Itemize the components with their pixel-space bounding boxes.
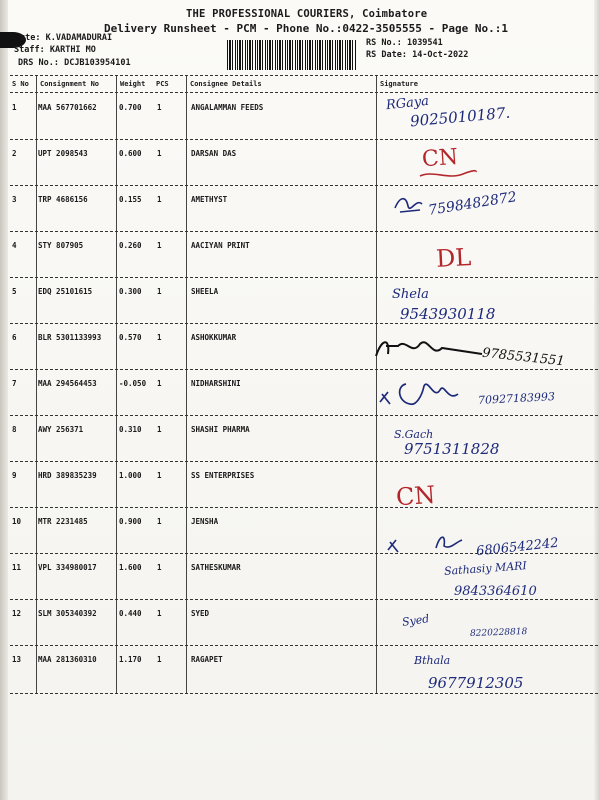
signature-row-8: S.Gach — [394, 428, 434, 441]
delivery-mark-row-2: CN — [421, 144, 459, 173]
rs-no-value: 1039541 — [406, 38, 443, 48]
row-weight: 1.600 — [119, 563, 142, 572]
row-sno: 10 — [12, 517, 22, 526]
signature-phone-row-5: 9543930118 — [400, 305, 496, 323]
signature-scribble-row-6 — [372, 334, 492, 364]
signature-row-11: Sathasiy MARI — [443, 559, 528, 578]
signature-phone-row-12: 8220228818 — [469, 627, 528, 639]
row-weight: 0.700 — [119, 103, 142, 112]
col-header-signature: Signature — [380, 80, 418, 88]
row-weight: 0.260 — [119, 241, 142, 250]
route-line — [20, 33, 112, 43]
row-weight: 0.570 — [119, 333, 142, 342]
row-consignment: MAA 281360310 — [38, 655, 97, 664]
row-consignment: BLR 5301133993 — [38, 333, 102, 342]
row-weight: 1.000 — [119, 471, 142, 480]
row-weight: 1.170 — [119, 655, 142, 664]
rs-no-line — [366, 38, 443, 48]
row-sno: 11 — [12, 563, 22, 572]
row-pcs: 1 — [157, 287, 162, 296]
row-consignment: MAA 567701662 — [38, 103, 97, 112]
col-header-pcs: PCS — [156, 80, 169, 88]
signature-phone-row-8: 9751311828 — [404, 440, 500, 458]
table-row — [0, 415, 600, 461]
table-row — [0, 599, 600, 645]
row-pcs: 1 — [157, 241, 162, 250]
col-header-sno: S No — [12, 80, 29, 88]
signature-row-5: Shela — [392, 287, 429, 302]
row-pcs: 1 — [157, 471, 162, 480]
col-header-consignee: Consignee Details — [190, 80, 262, 88]
signature-phone-row-10: 6806542242 — [475, 535, 560, 560]
rs-date-value: 14-Oct-2022 — [412, 50, 469, 60]
signature-phone-row-13: 9677912305 — [428, 674, 524, 692]
row-pcs: 1 — [157, 379, 162, 388]
table-row — [0, 231, 600, 277]
route-label: ute: — [20, 33, 41, 43]
document-title: THE PROFESSIONAL COURIERS, Coimbatore — [186, 8, 428, 20]
row-consignee: DARSAN DAS — [191, 149, 237, 158]
rs-no-label: RS No.: — [366, 38, 402, 48]
row-weight: 0.155 — [119, 195, 142, 204]
row-consignee: JENSHA — [191, 517, 219, 526]
row-consignee: NIDHARSHINI — [191, 379, 241, 388]
row-consignment: UPT 2098543 — [38, 149, 88, 158]
col-header-consignment: Consignment No — [40, 80, 100, 88]
row-consignee: AACIYAN PRINT — [191, 241, 250, 250]
row-pcs: 1 — [157, 333, 162, 342]
row-consignment: AWY 256371 — [38, 425, 84, 434]
row-sno: 4 — [12, 241, 17, 250]
row-pcs: 1 — [157, 609, 162, 618]
row-pcs: 1 — [157, 563, 162, 572]
row-pcs: 1 — [157, 517, 162, 526]
row-sno: 9 — [12, 471, 17, 480]
row-consignment: TRP 4686156 — [38, 195, 88, 204]
row-consignment: MTR 2231485 — [38, 517, 88, 526]
barcode — [227, 40, 357, 70]
row-consignment: STY 807905 — [38, 241, 84, 250]
table-row — [0, 277, 600, 323]
row-consignment: EDQ 25101615 — [38, 287, 93, 296]
table-row — [0, 139, 600, 185]
row-consignee: ANGALAMMAN FEEDS — [191, 103, 264, 112]
signature-phone-row-11: 9843364610 — [454, 584, 537, 599]
row-consignee: SHASHI PHARMA — [191, 425, 250, 434]
row-consignee: SYED — [191, 609, 210, 618]
drs-label: DRS No.: — [18, 58, 59, 68]
row-consignment: MAA 294564453 — [38, 379, 97, 388]
row-sno: 1 — [12, 103, 17, 112]
row-pcs: 1 — [157, 103, 162, 112]
red-underline-scribble — [418, 168, 478, 182]
row-consignment: HRD 389835239 — [38, 471, 97, 480]
row-pcs: 1 — [157, 149, 162, 158]
route-value: K.VADAMADURAI — [45, 33, 113, 43]
row-consignee: RAGAPET — [191, 655, 223, 664]
delivery-mark-row-4: DL — [435, 243, 472, 273]
signature-scribble-row-10 — [380, 528, 480, 556]
table-row — [0, 461, 600, 507]
row-sno: 2 — [12, 149, 17, 158]
row-pcs: 1 — [157, 655, 162, 664]
row-sno: 5 — [12, 287, 17, 296]
delivery-mark-row-9: CN — [395, 480, 437, 512]
row-consignee: SS ENTERPRISES — [191, 471, 255, 480]
table-top-rule — [10, 75, 598, 76]
row-consignee: SHEELA — [191, 287, 219, 296]
row-pcs: 1 — [157, 195, 162, 204]
row-sno: 12 — [12, 609, 22, 618]
signature-row-13: Bthala — [414, 654, 451, 667]
signature-phone-row-6: 9785531551 — [481, 345, 566, 370]
document-subtitle: Delivery Runsheet - PCM - Phone No.:0422-3505555 - Page No.:1 — [104, 22, 508, 35]
row-consignee: SATHESKUMAR — [191, 563, 241, 572]
row-weight: 0.900 — [119, 517, 142, 526]
row-sno: 8 — [12, 425, 17, 434]
row-consignee: AMETHYST — [191, 195, 228, 204]
row-weight: 0.440 — [119, 609, 142, 618]
signature-row-1: RGaya — [385, 93, 430, 114]
row-consignee: ASHOKKUMAR — [191, 333, 237, 342]
signature-row-12: Syed — [401, 612, 431, 629]
staff-label: Staff: — [14, 45, 45, 55]
row-weight: 0.300 — [119, 287, 142, 296]
row-sno: 6 — [12, 333, 17, 342]
row-consignment: SLM 305340392 — [38, 609, 97, 618]
tamil-signature-scribble — [392, 194, 428, 216]
row-sno: 13 — [12, 655, 22, 664]
row-weight: 0.600 — [119, 149, 142, 158]
signature-phone-row-1: 9025010187. — [409, 103, 511, 131]
row-weight: -0.050 — [119, 379, 147, 388]
row-pcs: 1 — [157, 425, 162, 434]
row-weight: 0.310 — [119, 425, 142, 434]
staff-line — [14, 45, 96, 55]
signature-phone-row-3: 7598482872 — [427, 189, 518, 219]
rs-date-line — [366, 50, 468, 60]
drs-value: DCJB103954101 — [64, 58, 131, 68]
staff-value: KARTHI MO — [49, 45, 96, 55]
row-sno: 3 — [12, 195, 17, 204]
row-sno: 7 — [12, 379, 17, 388]
row-consignment: VPL 334980017 — [38, 563, 97, 572]
drs-line — [18, 58, 131, 68]
col-header-weight: Weight — [120, 80, 146, 88]
rs-date-label: RS Date: — [366, 50, 407, 60]
row-rule — [10, 693, 598, 694]
signature-phone-row-7: 70927183993 — [477, 389, 556, 408]
